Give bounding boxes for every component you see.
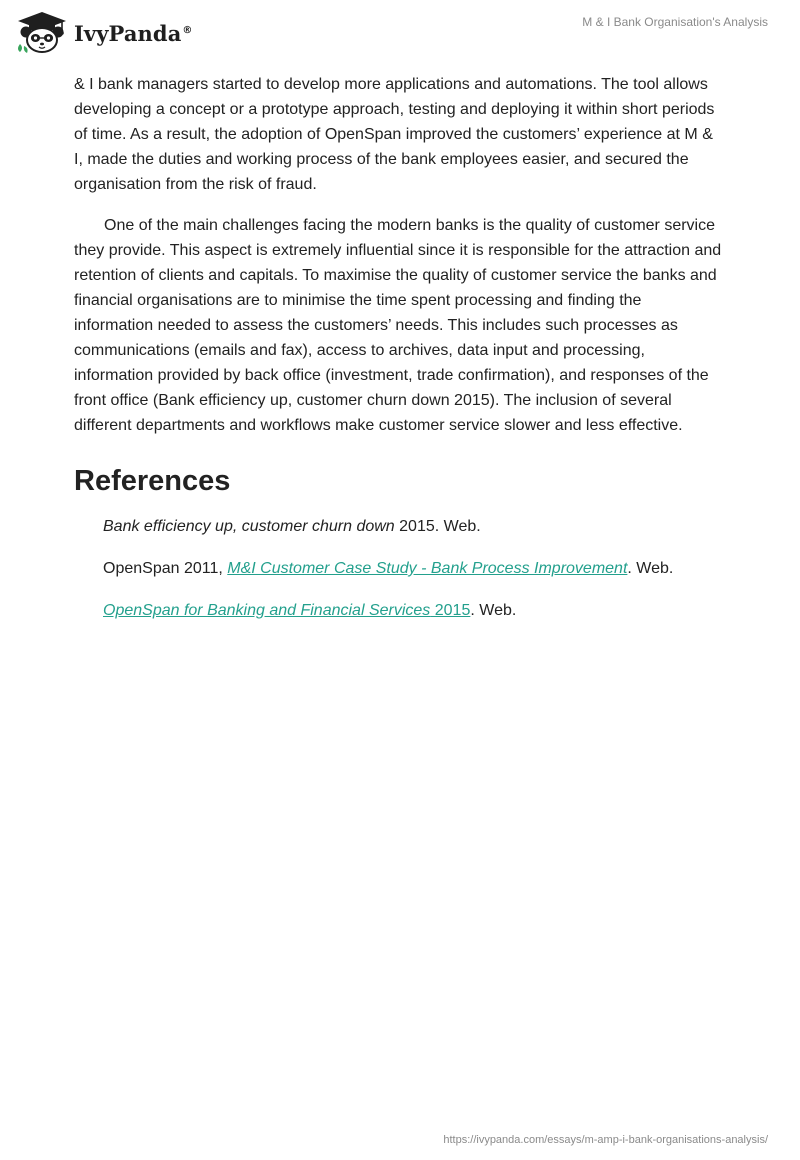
reference-item <box>103 516 724 538</box>
body-paragraph: One of the main challenges facing the modern banks is the quality of customer service they provide. This aspect is extremely influential since it is responsible for the attraction and retention of clients and capitals. To maximise the quality of customer service the banks and financial organisations are to minimise the time spent processing and finding the information needed to assess the customers’ needs. This includes such processes as communications (emails and fax), access to archives, data input and processing, information provided by back office (investment, trade confirmation), and responses of the front office (Bank efficiency up, customer churn down 2015). The inclusion of several different departments and workflows make customer service slower and less effective. <box>74 217 722 434</box>
reference-link[interactable]: OpenSpan for Banking and Financial Services 2015 <box>103 602 471 619</box>
reference-title: Bank efficiency up, customer churn down <box>103 518 395 535</box>
registered-mark: ® <box>182 24 193 36</box>
reference-suffix: . Web. <box>434 518 481 535</box>
footer-url: https://ivypanda.com/essays/m-amp-i-bank-organisations-analysis/ <box>443 1134 768 1146</box>
reference-suffix: . Web. <box>627 560 674 577</box>
reference-prefix: OpenSpan 2011, <box>103 560 228 577</box>
references-heading: References <box>74 465 231 497</box>
reference-item <box>103 558 724 580</box>
reference-link[interactable]: M&I Customer Case Study - Bank Process Improvement <box>227 560 628 577</box>
reference-suffix: . Web. <box>470 602 517 619</box>
brand-name: IvyPanda® <box>74 20 193 46</box>
reference-item <box>103 600 724 622</box>
ivypanda-logo[interactable] <box>14 10 193 54</box>
essay-content <box>74 72 724 642</box>
document-title: M & I Bank Organisation's Analysis <box>582 15 768 29</box>
body-paragraph: & I bank managers started to develop more applications and automations. The tool allows developing a concept or a prototype approach, testing and deploying it within short periods of time. As a result, the adoption of OpenSpan improved the customers’ experience at M & I, made the duties and working process of the bank employees easier, and secured the organisation from the risk of fraud. <box>74 76 715 193</box>
reference-year: 2015 <box>394 518 435 535</box>
panda-graduate-icon <box>14 10 70 54</box>
page-header <box>0 0 800 64</box>
